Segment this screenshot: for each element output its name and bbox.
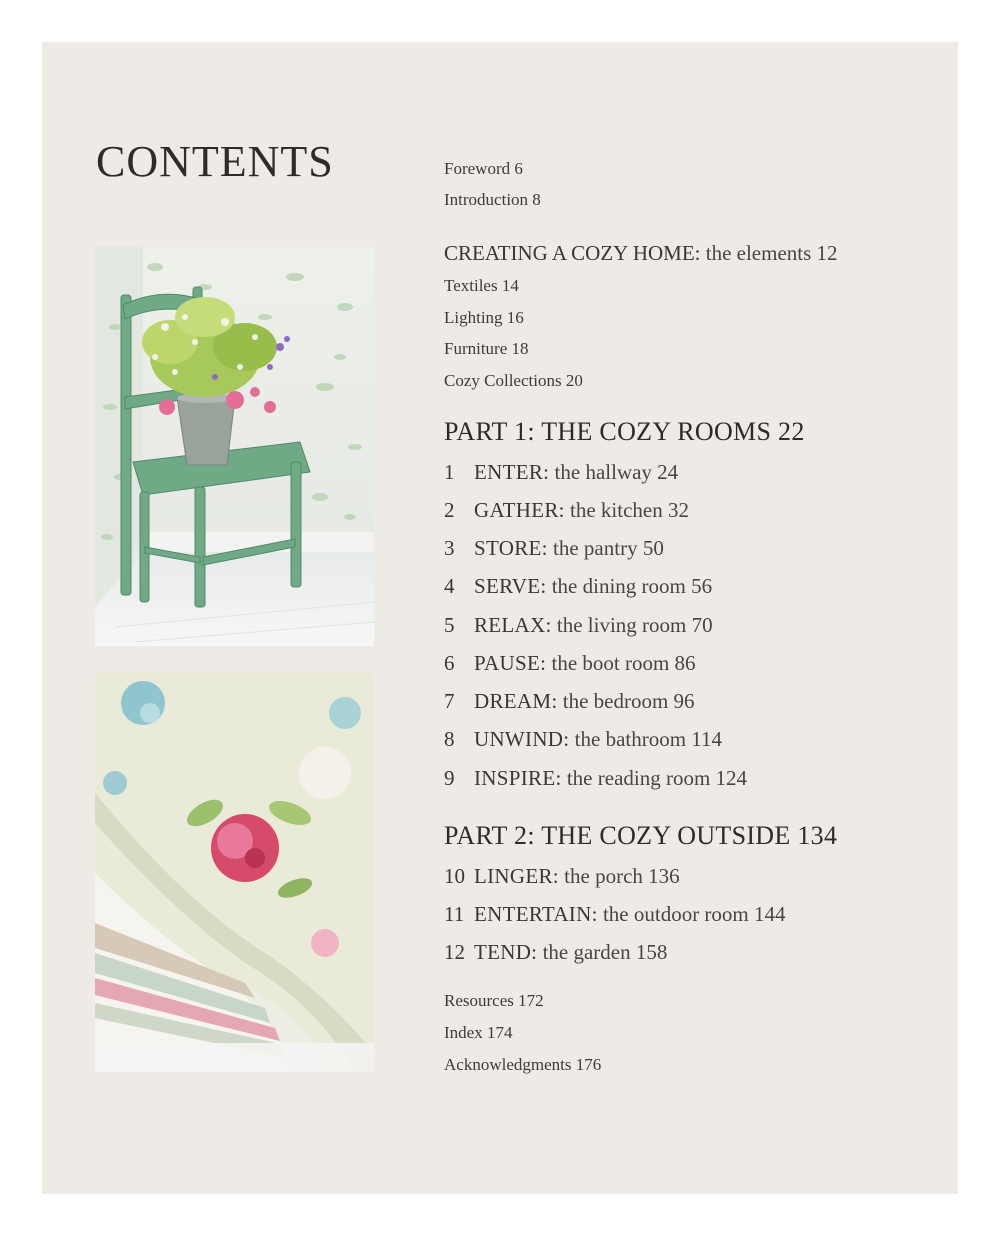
chapter-number: 1	[444, 460, 455, 484]
green-chair-flowers-photo	[95, 247, 374, 646]
chapter-keyword: LINGER:	[474, 864, 559, 888]
toc-chapter	[444, 536, 664, 561]
toc-section-elements-heading	[444, 241, 838, 266]
chapter-number: 12	[444, 940, 465, 964]
toc-item-foreword: Foreword 6	[444, 159, 523, 178]
floral-quilt-photo	[95, 673, 374, 1072]
toc-chapter	[444, 613, 713, 638]
chapter-number: 3	[444, 536, 455, 560]
chapter-number: 8	[444, 727, 455, 751]
chapter-title: the bathroom 114	[569, 727, 723, 751]
chapter-title: the pantry 50	[547, 536, 664, 560]
toc-item-lighting: Lighting 16	[444, 308, 524, 327]
chapter-keyword: GATHER:	[474, 498, 565, 522]
chapter-number: 5	[444, 613, 455, 637]
chapter-number: 9	[444, 766, 455, 790]
toc-chapter	[444, 460, 678, 485]
chapter-number: 2	[444, 498, 455, 522]
toc-item-introduction: Introduction 8	[444, 190, 541, 209]
chapter-keyword: PAUSE:	[474, 651, 547, 675]
toc-chapter	[444, 651, 696, 676]
toc-chapter	[444, 864, 680, 889]
toc-part2-heading: PART 2: THE COZY OUTSIDE 134	[444, 821, 838, 850]
chapter-keyword: ENTERTAIN:	[474, 902, 598, 926]
chapter-title: the hallway 24	[549, 460, 679, 484]
chapter-keyword: SERVE:	[474, 574, 547, 598]
chapter-number: 10	[444, 864, 465, 888]
toc-chapter	[444, 574, 712, 599]
chapter-keyword: ENTER:	[474, 460, 550, 484]
chapter-number: 7	[444, 689, 455, 713]
toc-item-textiles: Textiles 14	[444, 276, 519, 295]
chapter-keyword: INSPIRE:	[474, 766, 562, 790]
toc-item-acknowledgments: Acknowledgments 176	[444, 1055, 602, 1074]
chapter-title: the kitchen 32	[564, 498, 689, 522]
toc-part1-heading: PART 1: THE COZY ROOMS 22	[444, 417, 805, 446]
section-keyword: CREATING A COZY HOME:	[444, 241, 701, 265]
toc-item-index: Index 174	[444, 1023, 513, 1042]
toc-chapter	[444, 766, 747, 791]
chapter-number: 6	[444, 651, 455, 675]
toc-chapter	[444, 498, 689, 523]
chapter-keyword: UNWIND:	[474, 727, 570, 751]
toc-chapter	[444, 727, 722, 752]
chapter-title: the boot room 86	[546, 651, 696, 675]
chapter-title: the bedroom 96	[557, 689, 695, 713]
chapter-title: the porch 136	[558, 864, 680, 888]
chapter-keyword: DREAM:	[474, 689, 558, 713]
chapter-title: the outdoor room 144	[597, 902, 786, 926]
page-title: CONTENTS	[96, 137, 334, 186]
chapter-keyword: RELAX:	[474, 613, 552, 637]
toc-chapter	[444, 689, 695, 714]
chapter-number: 11	[444, 902, 465, 926]
chapter-title: the reading room 124	[561, 766, 748, 790]
chapter-number: 4	[444, 574, 455, 598]
toc-item-resources: Resources 172	[444, 991, 544, 1010]
chapter-title: the garden 158	[537, 940, 668, 964]
chapter-keyword: STORE:	[474, 536, 548, 560]
chapter-title: the dining room 56	[546, 574, 713, 598]
toc-item-furniture: Furniture 18	[444, 339, 529, 358]
chapter-keyword: TEND:	[474, 940, 538, 964]
toc-item-cozy-collections: Cozy Collections 20	[444, 371, 583, 390]
section-subtitle: the elements 12	[700, 241, 838, 265]
chapter-title: the living room 70	[551, 613, 713, 637]
toc-chapter	[444, 940, 667, 965]
toc-chapter	[444, 902, 786, 927]
